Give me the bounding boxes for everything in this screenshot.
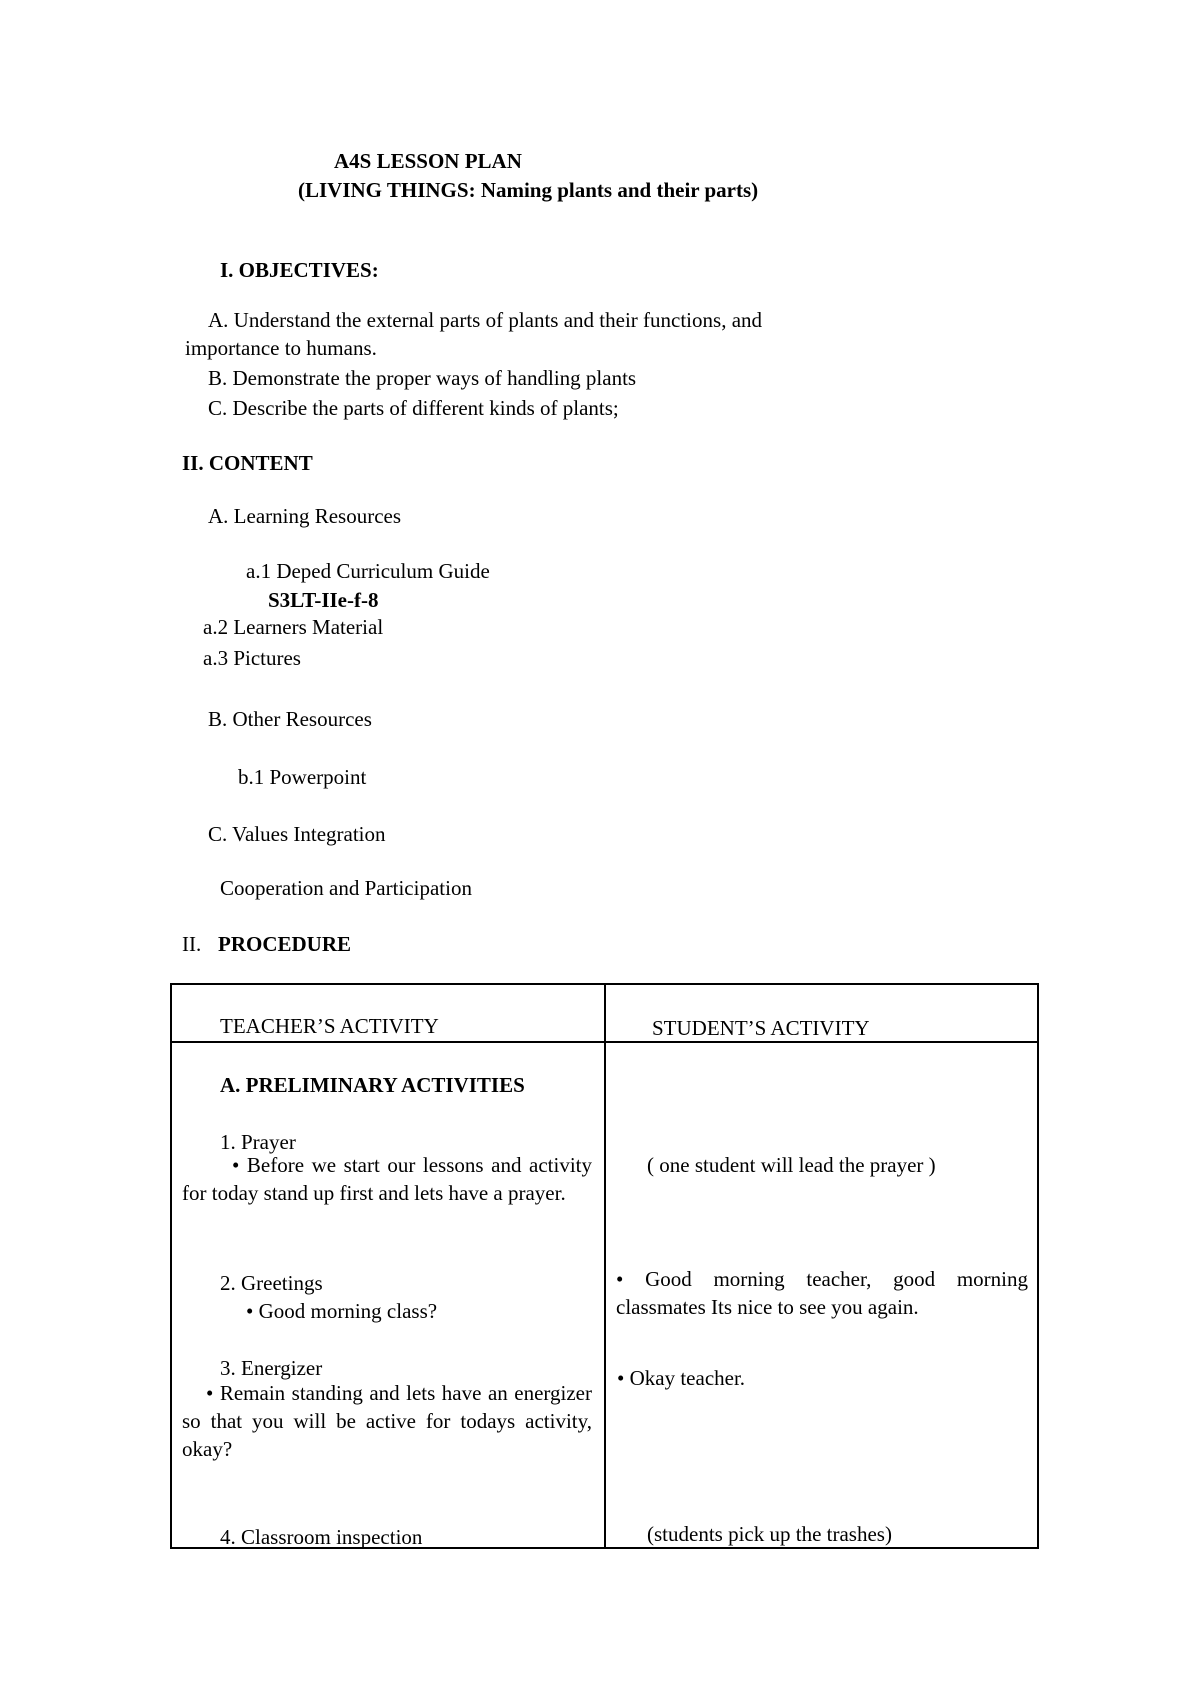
classroom-inspection-title: 4. Classroom inspection xyxy=(220,1525,423,1549)
greetings-student-text: • Good morning teacher, good morning classmates Its nice to see you again. xyxy=(616,1267,1028,1319)
energizer-title: 3. Energizer xyxy=(220,1356,323,1380)
objective-a-line2: importance to humans. xyxy=(185,336,377,360)
objective-a-line1: A. Understand the external parts of plants and their functions, and xyxy=(208,308,763,332)
teacher-activity-header: TEACHER’S ACTIVITY xyxy=(220,1014,439,1038)
table-header-row xyxy=(171,984,1038,1042)
content-heading: II. CONTENT xyxy=(182,451,313,475)
prayer-student-text: ( one student will lead the prayer ) xyxy=(647,1153,936,1177)
learning-resources-label: A. Learning Resources xyxy=(208,504,402,528)
teacher-activity-cell xyxy=(171,1042,605,1548)
greetings-teacher-text: • Good morning class? xyxy=(246,1299,438,1323)
objectives-heading: I. OBJECTIVES: xyxy=(220,258,379,282)
student-activity-header-cell xyxy=(605,984,1038,1042)
student-activity-header: STUDENT’S ACTIVITY xyxy=(652,1016,870,1040)
greetings-title: 2. Greetings xyxy=(220,1271,323,1295)
procedure-heading: PROCEDURE xyxy=(218,932,352,956)
objective-b: B. Demonstrate the proper ways of handling plants xyxy=(208,366,637,390)
resource-a3: a.3 Pictures xyxy=(203,646,301,670)
procedure-heading-number: II. xyxy=(182,932,202,956)
prayer-title: 1. Prayer xyxy=(220,1130,296,1154)
resource-a2: a.2 Learners Material xyxy=(203,615,384,639)
other-resources-label: B. Other Resources xyxy=(208,707,372,731)
document-subtitle: (LIVING THINGS: Naming plants and their parts) xyxy=(298,178,759,202)
energizer-student-text: • Okay teacher. xyxy=(617,1366,746,1390)
objective-c: C. Describe the parts of different kinds of plants; xyxy=(208,396,619,420)
document-title: A4S LESSON PLAN xyxy=(334,149,522,173)
values-integration-label: C. Values Integration xyxy=(208,822,386,846)
resource-a1: a.1 Deped Curriculum Guide xyxy=(246,559,490,583)
preliminary-activities-title: A. PRELIMINARY ACTIVITIES xyxy=(220,1073,525,1097)
curriculum-code: S3LT-IIe-f-8 xyxy=(268,588,379,612)
inspection-student-text: (students pick up the trashes) xyxy=(647,1522,892,1546)
table-body-row xyxy=(171,1042,1038,1548)
prayer-teacher-text: • Before we start our lessons and activity for today stand up first and lets have a prayer. xyxy=(182,1153,592,1205)
values-text: Cooperation and Participation xyxy=(220,876,472,900)
student-activity-cell xyxy=(605,1042,1038,1548)
resource-b1: b.1 Powerpoint xyxy=(238,765,367,789)
teacher-activity-header-cell xyxy=(171,984,605,1042)
procedure-table xyxy=(170,983,1039,1549)
energizer-teacher-text: • Remain standing and lets have an energizer so that you will be active for todays activity, okay? xyxy=(182,1381,592,1461)
